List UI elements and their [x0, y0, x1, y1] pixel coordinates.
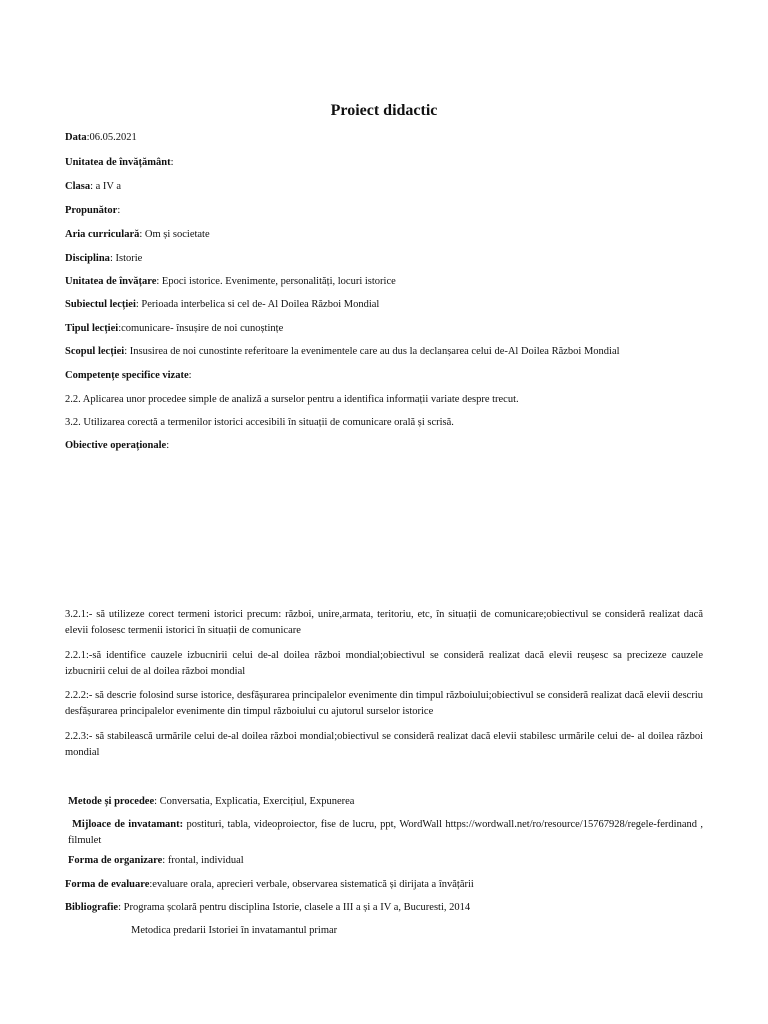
obiective-heading	[65, 438, 703, 453]
field-subiectul-lectiei	[65, 297, 703, 312]
field-unitatea-invatare	[65, 274, 703, 289]
field-disciplina	[65, 251, 703, 266]
field-label: Subiectul lecției	[65, 299, 136, 310]
field-value: :evaluare orala, aprecieri verbale, observarea sistematică și dirijata a învățării	[149, 879, 474, 890]
field-label: Metode și procedee	[68, 796, 155, 807]
competenta-item: 3.2. Utilizarea corectă a termenilor istorici accesibili în situații de comunicare orală și scrisă.	[65, 417, 454, 428]
field-scopul-lectiei	[65, 344, 703, 359]
field-propunator	[65, 203, 703, 218]
field-value: :	[117, 205, 121, 216]
field-bibliografie	[65, 900, 703, 915]
field-value: : Perioada interbelica si cel de- Al Doilea Război Mondial	[135, 299, 380, 310]
field-label: Bibliografie	[65, 902, 119, 913]
field-label: Forma de evaluare	[65, 879, 150, 890]
field-label: Obiective operaționale	[65, 440, 167, 451]
obiectiv-item: 2.2.1:-să identifice cauzele izbucnirii celui de-al doilea război mondial;obiectivul se consideră realizat dacă elevii reușesc sa precizeze cauzele izbucnirii celui de al doilea război mondial	[65, 650, 703, 677]
field-label: Clasa	[65, 181, 91, 192]
field-metode	[68, 794, 706, 809]
field-label: Aria curriculară	[65, 229, 140, 240]
field-value: :comunicare- însușire de noi cunoștințe	[118, 323, 284, 334]
field-competente	[65, 368, 703, 383]
field-forma-organizare	[68, 853, 706, 868]
field-value: : a IV a	[90, 181, 122, 192]
field-data	[65, 130, 703, 145]
field-label: Forma de organizare	[68, 855, 163, 866]
field-label: Competențe specifice vizate	[65, 370, 189, 381]
obiectiv-item: 2.2.2:- să descrie folosind surse istorice, desfășurarea principalelor evenimente din timpul războiului;obiectivul se consideră realizat dacă elevii descriu desfășurarea principalelor evenimente din timpul războiului cu ajutorul surselor istorice	[65, 690, 703, 717]
field-value: : Conversatia, Explicatia, Exercițiul, Expunerea	[154, 796, 355, 807]
field-value: :	[166, 440, 170, 451]
field-value: : Programa școlară pentru disciplina Istorie, clasele a III a și a IV a, Bucuresti, 2014	[118, 902, 471, 913]
field-aria-curriculara	[65, 227, 703, 242]
field-value: : Om și societate	[139, 229, 210, 240]
field-label: Scopul lecției	[65, 346, 125, 357]
field-value: :	[170, 157, 174, 168]
field-value: : Insusirea de noi cunostinte referitoare la evenimentele care au dus la declanșarea celui de-Al Doilea Război Mondial	[124, 346, 620, 357]
page-title: Proiect didactic	[330, 102, 438, 119]
field-value: : Epoci istorice. Evenimente, personalități, locuri istorice	[156, 276, 396, 287]
field-tipul-lectiei	[65, 321, 703, 336]
field-value: :	[188, 370, 192, 381]
obiectiv-item: 2.2.3:- să stabilească urmările celui de-al doilea război mondial;obiectivul se consideră realizat dacă elevii stabilesc urmările celui de- al doilea război mondial	[65, 731, 703, 758]
field-forma-evaluare	[65, 877, 703, 892]
field-label: Propunător	[65, 205, 118, 216]
field-label: Mijloace de invatamant:	[72, 819, 184, 830]
field-label: Unitatea de învățare	[65, 276, 157, 287]
competenta-item: 2.2. Aplicarea unor procedee simple de analiză a surselor pentru a identifica informații variate despre trecut.	[65, 394, 519, 405]
field-label: Disciplina	[65, 253, 110, 264]
field-mijloace	[68, 817, 703, 848]
field-label: Tipul lecției	[65, 323, 119, 334]
field-unitatea-invatamant	[65, 155, 703, 170]
field-label: Unitatea de învățământ	[65, 157, 171, 168]
obiectiv-item: 3.2.1:- să utilizeze corect termeni istorici precum: război, unire,armata, teritoriu, etc, în situații de comunicare;obiectivul se consideră realizat dacă elevii folosesc termenii istorici în situații de comunicare	[65, 609, 703, 636]
field-value: :06.05.2021	[86, 132, 137, 143]
field-clasa	[65, 179, 703, 194]
field-value: : Istorie	[109, 253, 143, 264]
field-value: : frontal, individual	[162, 855, 244, 866]
field-label: Data	[65, 132, 87, 143]
bibliografie-item: Metodica predarii Istoriei în invatamantul primar	[131, 925, 338, 936]
field-value: postituri, tabla, videoproiector, fise de lucru, ppt, WordWall https://wordwall.net/ro/resource/15767928/regele-ferdinand , filmulet	[68, 819, 703, 846]
